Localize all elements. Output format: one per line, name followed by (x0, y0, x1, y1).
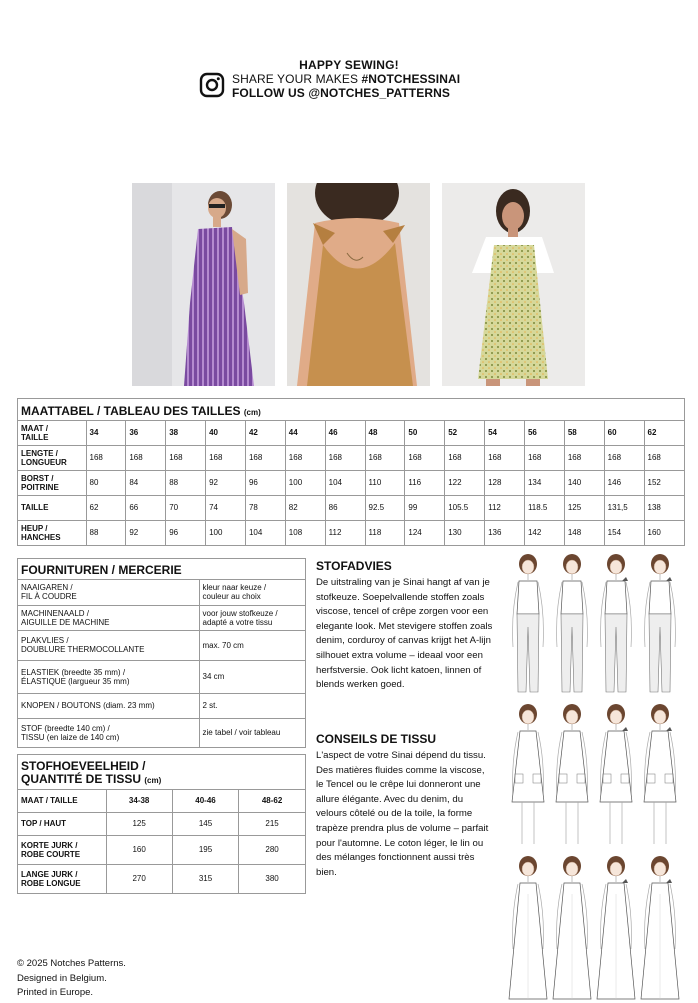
fabric-advice-fr (316, 732, 494, 880)
size-row-label (18, 520, 86, 545)
sketch-bow (666, 577, 672, 581)
quantity-cell: 195 (172, 835, 238, 864)
sketch-bow (622, 577, 628, 581)
size-header-58: 58 (564, 421, 604, 445)
sketch-face (522, 710, 534, 724)
size-cell: 152 (644, 470, 684, 495)
sketch-face (610, 560, 622, 574)
quantity-cell: 145 (172, 812, 238, 835)
notion-item-line-2: AIGUILLE DE MACHINE (21, 617, 110, 627)
size-cell: 112 (485, 495, 525, 520)
size-cell: 168 (206, 445, 246, 470)
quantity-row-label-line-1: TOP / HAUT (21, 819, 67, 828)
notion-item (18, 660, 199, 693)
size-header-46: 46 (325, 421, 365, 445)
size-cell: 134 (524, 470, 564, 495)
size-cell: 84 (126, 470, 166, 495)
size-cell: 168 (485, 445, 525, 470)
fabric-advice-nl-text: De uitstraling van je Sinai hangt af van je stofkeuze. Soepelvallende stoffen zoals viscose, tencel of crêpe zorgen voor een elegante look. Met stevigere stoffen zoals denim, corduroy of canvas krijgt het A-lijn silhouet extra volume – ideaal voor een herfstversie. Ook licht katoen, linnen of blends werken goed. (316, 577, 493, 691)
quantity-row-label (18, 835, 106, 864)
social-text (232, 72, 460, 100)
footer (17, 957, 126, 1001)
size-cell: 124 (405, 520, 445, 545)
size-cell: 160 (644, 520, 684, 545)
notion-value-line-1: 2 st. (202, 701, 218, 710)
size-cell: 168 (365, 445, 405, 470)
quantity-row-label (18, 812, 106, 835)
quantity-header: 48-62 (239, 790, 305, 812)
notion-item (18, 605, 199, 630)
sketch-short-dress (644, 731, 676, 802)
fabric-advice-nl (316, 559, 494, 693)
sketch-top (649, 581, 671, 614)
share-prefix: SHARE YOUR MAKES (232, 72, 362, 86)
notions-box (17, 558, 306, 748)
size-cell: 100 (285, 470, 325, 495)
size-header-label-line-2: TAILLE (21, 432, 49, 442)
notion-item-line-2: FIL À COUDRE (21, 592, 77, 602)
designed-text: Designed in Belgium. (17, 972, 107, 984)
sketch-short-dress (512, 731, 544, 802)
notion-value-line-2: adapté a votre tissu (202, 617, 273, 627)
notion-value (199, 718, 305, 747)
size-cell: 96 (245, 470, 285, 495)
notion-value (199, 693, 305, 718)
notion-item-line-1: PLAKVLIES / (21, 636, 69, 645)
sketch-face (566, 862, 578, 876)
notion-row (18, 605, 305, 630)
size-cell: 82 (285, 495, 325, 520)
notion-item-line-2: ÉLASTIQUE (largueur 35 mm) (21, 676, 130, 686)
notion-value-line-1: kleur naar keuze / (202, 583, 267, 593)
size-cell: 125 (564, 495, 604, 520)
quantity-header: MAAT / TAILLE (21, 796, 78, 806)
size-cell: 142 (524, 520, 564, 545)
notion-item-line-1: ELASTIEK (breedte 35 mm) / (21, 667, 126, 677)
size-cell: 105.5 (445, 495, 485, 520)
quantity-cell: 315 (172, 864, 238, 893)
size-cell: 92.5 (365, 495, 405, 520)
sketch-trousers (561, 614, 583, 692)
notion-item (18, 718, 199, 747)
size-cell: 146 (604, 470, 644, 495)
size-chart-table (18, 421, 684, 545)
printed-text: Printed in Europe. (17, 987, 94, 999)
sketch-face (566, 710, 578, 724)
sketch-short-dress (600, 731, 632, 802)
size-row-label-line-1: BORST / (21, 473, 54, 483)
fabric-advice-nl-title: STOFADVIES (316, 559, 392, 573)
size-row-label-line-2: HANCHES (21, 532, 61, 542)
sketch-trousers (605, 614, 627, 692)
size-cell: 108 (285, 520, 325, 545)
quantity-cell: 280 (239, 835, 305, 864)
sketch-top (561, 581, 583, 614)
notion-value (199, 660, 305, 693)
quantity-header: 34-38 (106, 790, 172, 812)
notions-title: FOURNITUREN / MERCERIE (18, 559, 305, 580)
notion-value-line-1: max. 70 cm (202, 640, 244, 650)
fabric-quantity-table (18, 790, 305, 893)
size-cell: 168 (126, 445, 166, 470)
size-cell: 112 (325, 520, 365, 545)
size-cell: 96 (166, 520, 206, 545)
size-header-48: 48 (365, 421, 405, 445)
notion-value-line-1: 34 cm (202, 672, 225, 681)
size-row-label-line-2: POITRINE (21, 482, 59, 492)
notion-row (18, 718, 305, 747)
size-cell: 86 (325, 495, 365, 520)
sketch-bow (622, 727, 628, 731)
size-cell: 168 (604, 445, 644, 470)
fabric-quantity-box (17, 754, 306, 894)
quantity-row-label (18, 864, 106, 893)
size-cell: 92 (126, 520, 166, 545)
quantity-row-label-line-1: LANGE JURK / (21, 869, 78, 879)
sketch-short-dress (556, 731, 588, 802)
size-header-54: 54 (485, 421, 525, 445)
notion-row (18, 630, 305, 660)
notion-row (18, 580, 305, 605)
fabric-advice-fr-text: L'aspect de votre Sinai dépend du tissu. Des matières fluides comme la viscose, le Tencel ou le crêpe lui donneront une allure élégante. Avec du denim, du velours côtelé ou de la toile, la forme trapèze prendra plus de volume – parfait pour l'automne. Le coton léger, le lin ou des mélanges fonctionnent aussi très bien. (316, 750, 489, 878)
size-cell: 138 (644, 495, 684, 520)
sketch-trousers (649, 614, 671, 692)
size-header-50: 50 (405, 421, 445, 445)
size-cell: 80 (86, 470, 126, 495)
notion-value (199, 630, 305, 660)
quantity-header: 40-46 (172, 790, 238, 812)
photo-mustard-top (287, 183, 430, 386)
notion-item (18, 693, 199, 718)
size-cell: 148 (564, 520, 604, 545)
sketch-bow (666, 727, 672, 731)
notion-item-line-1: STOF (breedte 140 cm) / (21, 723, 110, 733)
size-header-56: 56 (524, 421, 564, 445)
share-hashtag[interactable]: #NOTCHESSINAI (361, 72, 461, 86)
size-cell: 100 (206, 520, 246, 545)
size-cell: 168 (166, 445, 206, 470)
notion-item-line-1: NAAIGAREN / (21, 583, 73, 593)
size-cell: 136 (485, 520, 525, 545)
notion-item (18, 580, 199, 605)
notion-item-line-2: TISSU (en laize de 140 cm) (21, 732, 120, 742)
size-header-label-line-1: MAAT / (21, 423, 48, 433)
sketch-trousers (517, 614, 539, 692)
notion-value-line-1: zie tabel / voir tableau (202, 728, 281, 738)
size-cell: 78 (245, 495, 285, 520)
size-header-36: 36 (126, 421, 166, 445)
technical-sketches (508, 552, 686, 1002)
notion-item-line-1: KNOPEN / BOUTONS (diam. 23 mm) (21, 701, 155, 710)
size-header-52: 52 (445, 421, 485, 445)
size-cell: 128 (485, 470, 525, 495)
notion-value-line-1: voor jouw stofkeuze / (202, 608, 278, 618)
size-cell: 62 (86, 495, 126, 520)
sketch-face (566, 560, 578, 574)
sketch-bow (666, 879, 672, 883)
size-cell: 92 (206, 470, 246, 495)
size-row-label-line-1: TAILLE (21, 503, 49, 512)
size-header-60: 60 (604, 421, 644, 445)
size-cell: 140 (564, 470, 604, 495)
size-cell: 168 (524, 445, 564, 470)
size-cell: 168 (325, 445, 365, 470)
size-row-label-line-2: LONGUEUR (21, 457, 67, 467)
size-cell: 122 (445, 470, 485, 495)
follow-handle[interactable]: @NOTCHES_PATTERNS (308, 86, 450, 100)
quantity-cell: 160 (106, 835, 172, 864)
size-cell: 168 (564, 445, 604, 470)
notions-table (18, 580, 305, 747)
sketch-face (522, 862, 534, 876)
size-cell: 168 (245, 445, 285, 470)
quantity-cell: 215 (239, 812, 305, 835)
quantity-cell: 270 (106, 864, 172, 893)
size-cell: 88 (86, 520, 126, 545)
notion-row (18, 660, 305, 693)
size-chart-title: MAATTABEL / TABLEAU DES TAILLES (cm) (18, 399, 684, 421)
sketch-bow (622, 879, 628, 883)
notion-item (18, 630, 199, 660)
size-cell: 110 (365, 470, 405, 495)
copyright-text: © 2025 Notches Patterns. (17, 958, 126, 969)
size-header-44: 44 (285, 421, 325, 445)
size-cell: 168 (285, 445, 325, 470)
size-row-label-line-1: HEUP / (21, 523, 48, 533)
sketch-face (654, 862, 666, 876)
size-cell: 131,5 (604, 495, 644, 520)
quantity-cell: 380 (239, 864, 305, 893)
photo-purple-dress (132, 183, 275, 386)
size-cell: 66 (126, 495, 166, 520)
sketch-top (605, 581, 627, 614)
size-header-34: 34 (86, 421, 126, 445)
size-cell: 118 (365, 520, 405, 545)
notion-value-line-2: couleur au choix (202, 592, 261, 602)
notion-item-line-2: DOUBLURE THERMOCOLLANTE (21, 645, 145, 654)
size-header-40: 40 (206, 421, 246, 445)
sketch-face (654, 710, 666, 724)
quantity-row-label-line-2: ROBE COURTE (21, 849, 81, 859)
fabric-advice-fr-title: CONSEILS DE TISSU (316, 732, 437, 746)
fabric-quantity-title: STOFHOEVEELHEID / QUANTITÉ DE TISSU (cm) (18, 755, 305, 790)
size-cell: 74 (206, 495, 246, 520)
size-cell: 99 (405, 495, 445, 520)
sketch-top (517, 581, 539, 614)
size-cell: 168 (405, 445, 445, 470)
size-cell: 168 (644, 445, 684, 470)
size-row-label (18, 495, 86, 520)
size-cell: 88 (166, 470, 206, 495)
size-chart (17, 398, 685, 546)
sketch-face (522, 560, 534, 574)
size-cell: 118.5 (524, 495, 564, 520)
size-cell: 104 (245, 520, 285, 545)
size-header-42: 42 (245, 421, 285, 445)
notion-value (199, 605, 305, 630)
notion-item-line-1: MACHINENAALD / (21, 608, 90, 618)
size-header-38: 38 (166, 421, 206, 445)
size-cell: 104 (325, 470, 365, 495)
sketch-face (654, 560, 666, 574)
size-cell: 116 (405, 470, 445, 495)
follow-prefix: FOLLOW US (232, 86, 309, 100)
size-row-label-line-1: LENGTE / (21, 448, 58, 458)
size-cell: 168 (445, 445, 485, 470)
happy-sewing-heading: HAPPY SEWING! (299, 58, 399, 72)
quantity-row-label-line-1: KORTE JURK / (21, 840, 78, 850)
quantity-row-label-line-2: ROBE LONGUE (21, 878, 81, 888)
size-row-label (18, 470, 86, 495)
quantity-cell: 125 (106, 812, 172, 835)
size-cell: 168 (86, 445, 126, 470)
size-header-label (18, 421, 86, 445)
sketch-face (610, 710, 622, 724)
notion-value (199, 580, 305, 605)
sketch-face (610, 862, 622, 876)
size-header-62: 62 (644, 421, 684, 445)
photo-green-pinafore (442, 183, 585, 386)
size-cell: 154 (604, 520, 644, 545)
size-cell: 130 (445, 520, 485, 545)
size-cell: 70 (166, 495, 206, 520)
notion-row (18, 693, 305, 718)
instagram-icon[interactable] (199, 72, 225, 98)
size-row-label (18, 445, 86, 470)
